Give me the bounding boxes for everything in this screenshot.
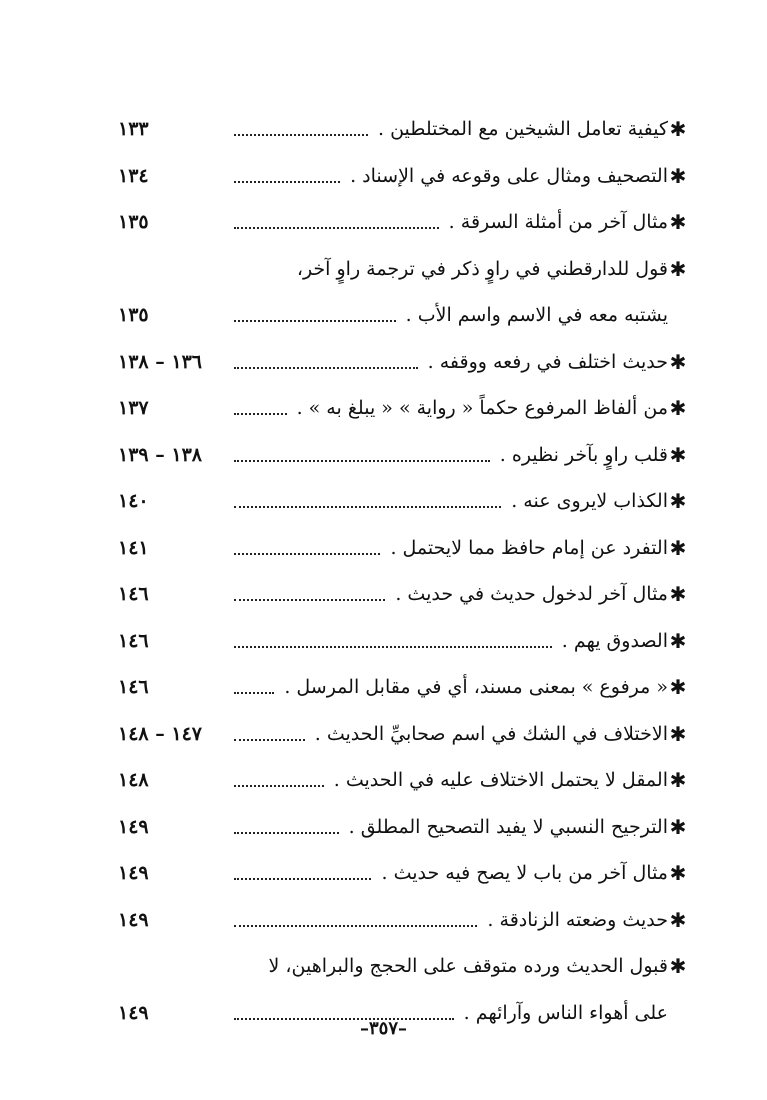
entry-title: الترجيح النسبي لا يفيد التصحيح المطلق . — [348, 815, 668, 838]
index-entry — [118, 298, 688, 332]
bullet-icon: ✱ — [669, 814, 687, 839]
entry-pages: ١٤٧ – ١٤٨ — [118, 722, 202, 745]
dot-leader — [234, 690, 274, 694]
entry-title: قول للدارقطني في راوٍ ذكر في ترجمة راوٍ آخر، — [296, 257, 668, 280]
entry-title: حديث اختلف في رفعه ووقفه . — [427, 350, 668, 373]
index-entry — [118, 903, 688, 937]
index-entry — [118, 159, 688, 193]
dot-leader — [234, 179, 340, 183]
bullet-icon: ✱ — [669, 675, 687, 699]
entry-title: مثال آخر من باب لا يصح فيه حديث . — [381, 862, 668, 884]
dot-leader — [234, 132, 368, 136]
index-entry — [118, 763, 688, 797]
entry-pages: ١٤٦ — [118, 676, 149, 698]
entry-title-continuation: على أهواء الناس وآرائهم . — [463, 1001, 668, 1024]
bullet-icon: ✱ — [669, 117, 687, 141]
entry-title: مثال آخر من أمثلة السرقة . — [448, 211, 668, 233]
entry-title: الصدوق يهم . — [561, 629, 668, 652]
entry-title: التصحيف ومثال على وقوعه في الإسناد . — [350, 164, 668, 187]
entry-pages: ١٤٠ — [118, 490, 149, 512]
entry-pages: ١٣٣ — [118, 118, 149, 140]
dot-leader — [234, 830, 339, 834]
dot-leader — [234, 644, 552, 648]
dot-leader — [234, 737, 305, 741]
index-entry — [118, 531, 688, 565]
dot-leader — [234, 225, 439, 229]
bullet-icon: ✱ — [669, 861, 687, 885]
index-entry — [118, 810, 688, 844]
entry-title: الكذاب لايروى عنه . — [511, 490, 668, 512]
entry-pages: ١٤٩ — [118, 1001, 149, 1024]
entry-title: التفرد عن إمام حافظ مما لايحتمل . — [390, 536, 668, 559]
entry-pages: ١٤١ — [118, 536, 149, 559]
index-entry — [118, 345, 688, 379]
index-entry — [118, 717, 688, 751]
bullet-icon: ✱ — [669, 721, 687, 746]
page-number: –٣٥٧– — [359, 1018, 407, 1039]
entry-title: « مرفوع » بمعنى مسند، أي في مقابل المرسل . — [284, 676, 668, 698]
bullet-icon: ✱ — [669, 256, 687, 281]
bullet-icon: ✱ — [669, 535, 687, 560]
dot-leader — [234, 876, 371, 880]
index-entry — [118, 252, 688, 286]
bullet-icon: ✱ — [669, 907, 687, 932]
bullet-icon: ✱ — [669, 768, 687, 792]
entry-pages: ١٣٥ — [118, 211, 149, 233]
entry-pages: ١٣٤ — [118, 164, 149, 187]
entry-pages: ١٣٦ – ١٣٨ — [118, 350, 202, 373]
entry-title: المقل لا يحتمل الاختلاف عليه في الحديث . — [333, 769, 668, 791]
index-entry — [118, 205, 688, 239]
entry-title: قبول الحديث ورده متوقف على الحجج والبراهين، لا — [268, 955, 668, 977]
bullet-icon: ✱ — [669, 954, 687, 978]
entry-pages: ١٤٦ — [118, 629, 149, 652]
dot-leader — [234, 504, 501, 508]
index-entry — [118, 391, 688, 425]
entry-pages: ١٣٥ — [118, 304, 149, 326]
entry-pages: ١٤٩ — [118, 908, 149, 931]
entry-pages: ١٣٨ – ١٣٩ — [118, 443, 202, 466]
dot-leader — [234, 783, 324, 787]
entry-pages: ١٤٦ — [118, 583, 149, 605]
bullet-icon: ✱ — [669, 628, 687, 653]
entry-pages: ١٤٨ — [118, 769, 149, 791]
entry-title-continuation: يشتبه معه في الاسم واسم الأب . — [405, 304, 668, 326]
entry-title: حديث وضعته الزنادقة . — [487, 908, 668, 931]
entry-title: كيفية تعامل الشيخين مع المختلطين . — [378, 118, 668, 140]
index-entry — [118, 484, 688, 518]
index-entry — [118, 670, 688, 704]
bullet-icon: ✱ — [669, 489, 687, 513]
entry-pages: ١٣٧ — [118, 397, 149, 419]
bullet-icon: ✱ — [669, 396, 687, 420]
bullet-icon: ✱ — [669, 163, 687, 188]
dot-leader — [234, 551, 380, 555]
bullet-icon: ✱ — [669, 442, 687, 467]
dot-leader — [234, 318, 396, 322]
entry-title: قلب راوٍ بآخر نظيره . — [499, 443, 668, 466]
entry-title: مثال آخر لدخول حديث في حديث . — [395, 583, 668, 605]
dot-leader — [234, 458, 490, 462]
index-entry — [118, 949, 688, 983]
entry-pages: ١٤٩ — [118, 815, 149, 838]
dot-leader — [234, 597, 385, 601]
bullet-icon: ✱ — [669, 210, 687, 234]
index-entry — [118, 577, 688, 611]
entry-title: الاختلاف في الشك في اسم صحابيِّ الحديث . — [314, 722, 668, 745]
bullet-icon: ✱ — [669, 582, 687, 606]
index-entry — [118, 438, 688, 472]
dot-leader — [234, 365, 418, 369]
index-entry — [118, 624, 688, 658]
entry-pages: ١٤٩ — [118, 862, 149, 884]
entry-title: من ألفاظ المرفوع حكماً « رواية » « يبلغ به » . — [296, 397, 668, 419]
index-entry — [118, 856, 688, 890]
index-entry — [118, 112, 688, 146]
dot-leader — [234, 411, 287, 415]
dot-leader — [234, 923, 477, 927]
bullet-icon: ✱ — [669, 349, 687, 374]
